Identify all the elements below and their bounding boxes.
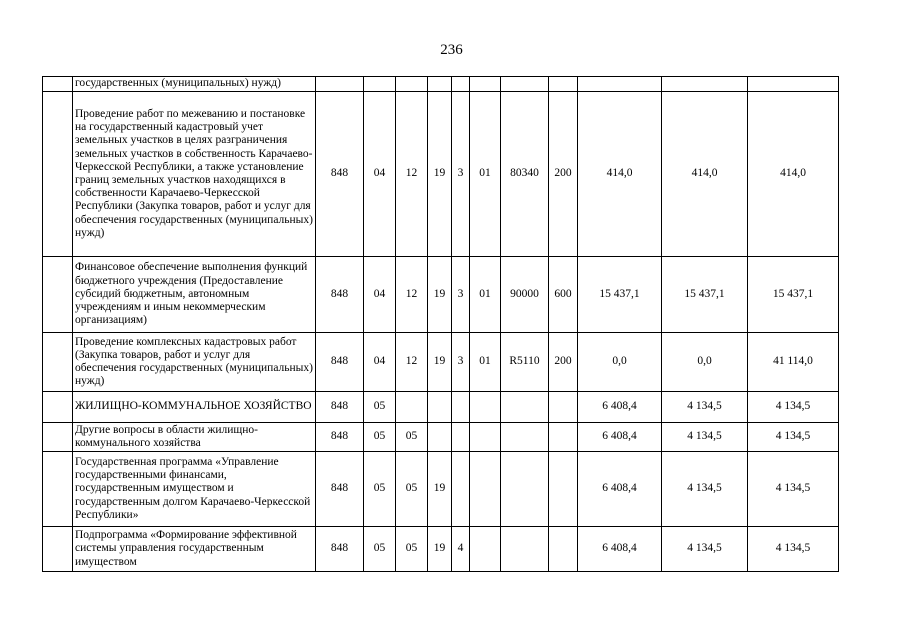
admin-code-cell: 848	[316, 452, 364, 527]
event-code-cell: 01	[470, 333, 501, 392]
amount-year2-cell: 15 437,1	[662, 257, 748, 333]
amount-year1-cell: 0,0	[578, 333, 662, 392]
amount-year3-cell: 15 437,1	[748, 257, 839, 333]
section-code-cell	[364, 77, 396, 92]
section-code-cell: 04	[364, 257, 396, 333]
admin-code-cell: 848	[316, 423, 364, 452]
expense-type-cell	[549, 77, 578, 92]
subsection-code-cell	[396, 392, 428, 423]
expense-type-cell: 600	[549, 257, 578, 333]
direction-code-cell	[501, 527, 549, 572]
amount-year3-cell	[748, 77, 839, 92]
row-name-cell: государственных (муниципальных) нужд)	[73, 77, 316, 92]
program-code-cell	[428, 77, 452, 92]
row-number-cell	[43, 452, 73, 527]
direction-code-cell	[501, 423, 549, 452]
amount-year1-cell: 6 408,4	[578, 527, 662, 572]
subprogram-code-cell: 3	[452, 257, 470, 333]
amount-year2-cell: 4 134,5	[662, 527, 748, 572]
row-name-cell: Финансовое обеспечение выполнения функций бюджетного учреждения (Предоставление субсидий бюджетным, автономным учреждениям и иным некоммерческим организациям)	[73, 257, 316, 333]
amount-year1-cell: 6 408,4	[578, 423, 662, 452]
direction-code-cell	[501, 452, 549, 527]
program-code-cell: 19	[428, 333, 452, 392]
amount-year1-cell: 15 437,1	[578, 257, 662, 333]
subprogram-code-cell: 4	[452, 527, 470, 572]
row-number-cell	[43, 423, 73, 452]
amount-year3-cell: 4 134,5	[748, 423, 839, 452]
event-code-cell	[470, 452, 501, 527]
event-code-cell: 01	[470, 257, 501, 333]
table-row	[43, 423, 839, 452]
direction-code-cell	[501, 392, 549, 423]
section-code-cell: 05	[364, 452, 396, 527]
table-row	[43, 452, 839, 527]
row-name-cell: ЖИЛИЩНО-КОММУНАЛЬНОЕ ХОЗЯЙСТВО	[73, 392, 316, 423]
event-code-cell	[470, 423, 501, 452]
admin-code-cell: 848	[316, 92, 364, 257]
subsection-code-cell: 05	[396, 527, 428, 572]
program-code-cell: 19	[428, 257, 452, 333]
expense-type-cell	[549, 452, 578, 527]
event-code-cell	[470, 392, 501, 423]
amount-year3-cell: 4 134,5	[748, 527, 839, 572]
event-code-cell	[470, 77, 501, 92]
section-code-cell: 05	[364, 527, 396, 572]
table-row	[43, 257, 839, 333]
amount-year3-cell: 4 134,5	[748, 452, 839, 527]
amount-year3-cell: 4 134,5	[748, 392, 839, 423]
table-row	[43, 92, 839, 257]
expense-type-cell: 200	[549, 92, 578, 257]
subprogram-code-cell	[452, 423, 470, 452]
page-number: 236	[440, 42, 463, 58]
amount-year2-cell: 4 134,5	[662, 423, 748, 452]
section-code-cell: 04	[364, 92, 396, 257]
table-row	[43, 527, 839, 572]
program-code-cell	[428, 423, 452, 452]
admin-code-cell	[316, 77, 364, 92]
amount-year2-cell: 414,0	[662, 92, 748, 257]
expense-type-cell: 200	[549, 333, 578, 392]
program-code-cell: 19	[428, 92, 452, 257]
admin-code-cell: 848	[316, 333, 364, 392]
section-code-cell: 04	[364, 333, 396, 392]
row-name-cell: Подпрограмма «Формирование эффективной системы управления государственным имуществом	[73, 527, 316, 572]
direction-code-cell	[501, 77, 549, 92]
direction-code-cell: 90000	[501, 257, 549, 333]
subsection-code-cell: 05	[396, 423, 428, 452]
row-name-cell: Проведение работ по межеванию и постановке на государственный кадастровый учет земельных участков в целях разграничения земельных участков в собственность Карачаево-Черкесской Республики, а также установление границ земельных участков находящихся в собственности Карачаево-Черкесской Республики (Закупка товаров, работ и услуг для обеспечения государственных (муниципальных) нужд)	[73, 92, 316, 257]
row-number-cell	[43, 333, 73, 392]
amount-year2-cell: 4 134,5	[662, 452, 748, 527]
amount-year1-cell	[578, 77, 662, 92]
amount-year1-cell: 6 408,4	[578, 452, 662, 527]
amount-year3-cell: 414,0	[748, 92, 839, 257]
budget-table	[42, 76, 839, 572]
amount-year1-cell: 6 408,4	[578, 392, 662, 423]
amount-year2-cell: 4 134,5	[662, 392, 748, 423]
direction-code-cell: 80340	[501, 92, 549, 257]
row-number-cell	[43, 77, 73, 92]
row-name-cell: Другие вопросы в области жилищно-коммунального хозяйства	[73, 423, 316, 452]
program-code-cell: 19	[428, 527, 452, 572]
subsection-code-cell: 12	[396, 333, 428, 392]
expense-type-cell	[549, 527, 578, 572]
row-number-cell	[43, 257, 73, 333]
subsection-code-cell: 12	[396, 92, 428, 257]
row-number-cell	[43, 527, 73, 572]
row-number-cell	[43, 92, 73, 257]
event-code-cell: 01	[470, 92, 501, 257]
amount-year1-cell: 414,0	[578, 92, 662, 257]
section-code-cell: 05	[364, 392, 396, 423]
admin-code-cell: 848	[316, 527, 364, 572]
amount-year3-cell: 41 114,0	[748, 333, 839, 392]
subprogram-code-cell	[452, 392, 470, 423]
expense-type-cell	[549, 392, 578, 423]
subprogram-code-cell	[452, 452, 470, 527]
row-number-cell	[43, 392, 73, 423]
table-row	[43, 333, 839, 392]
subprogram-code-cell: 3	[452, 333, 470, 392]
subsection-code-cell: 05	[396, 452, 428, 527]
admin-code-cell: 848	[316, 392, 364, 423]
table-body	[43, 77, 839, 572]
subprogram-code-cell: 3	[452, 92, 470, 257]
amount-year2-cell: 0,0	[662, 333, 748, 392]
row-name-cell: Государственная программа «Управление государственными финансами, государственным имуществом и государственным долгом Карачаево-Черкесской Республики»	[73, 452, 316, 527]
event-code-cell	[470, 527, 501, 572]
subsection-code-cell	[396, 77, 428, 92]
subprogram-code-cell	[452, 77, 470, 92]
row-name-cell: Проведение комплексных кадастровых работ (Закупка товаров, работ и услуг для обеспечения государственных (муниципальных) нужд)	[73, 333, 316, 392]
program-code-cell: 19	[428, 452, 452, 527]
subsection-code-cell: 12	[396, 257, 428, 333]
expense-type-cell	[549, 423, 578, 452]
table-row	[43, 392, 839, 423]
admin-code-cell: 848	[316, 257, 364, 333]
amount-year2-cell	[662, 77, 748, 92]
direction-code-cell: R5110	[501, 333, 549, 392]
table-row	[43, 77, 839, 92]
section-code-cell: 05	[364, 423, 396, 452]
program-code-cell	[428, 392, 452, 423]
